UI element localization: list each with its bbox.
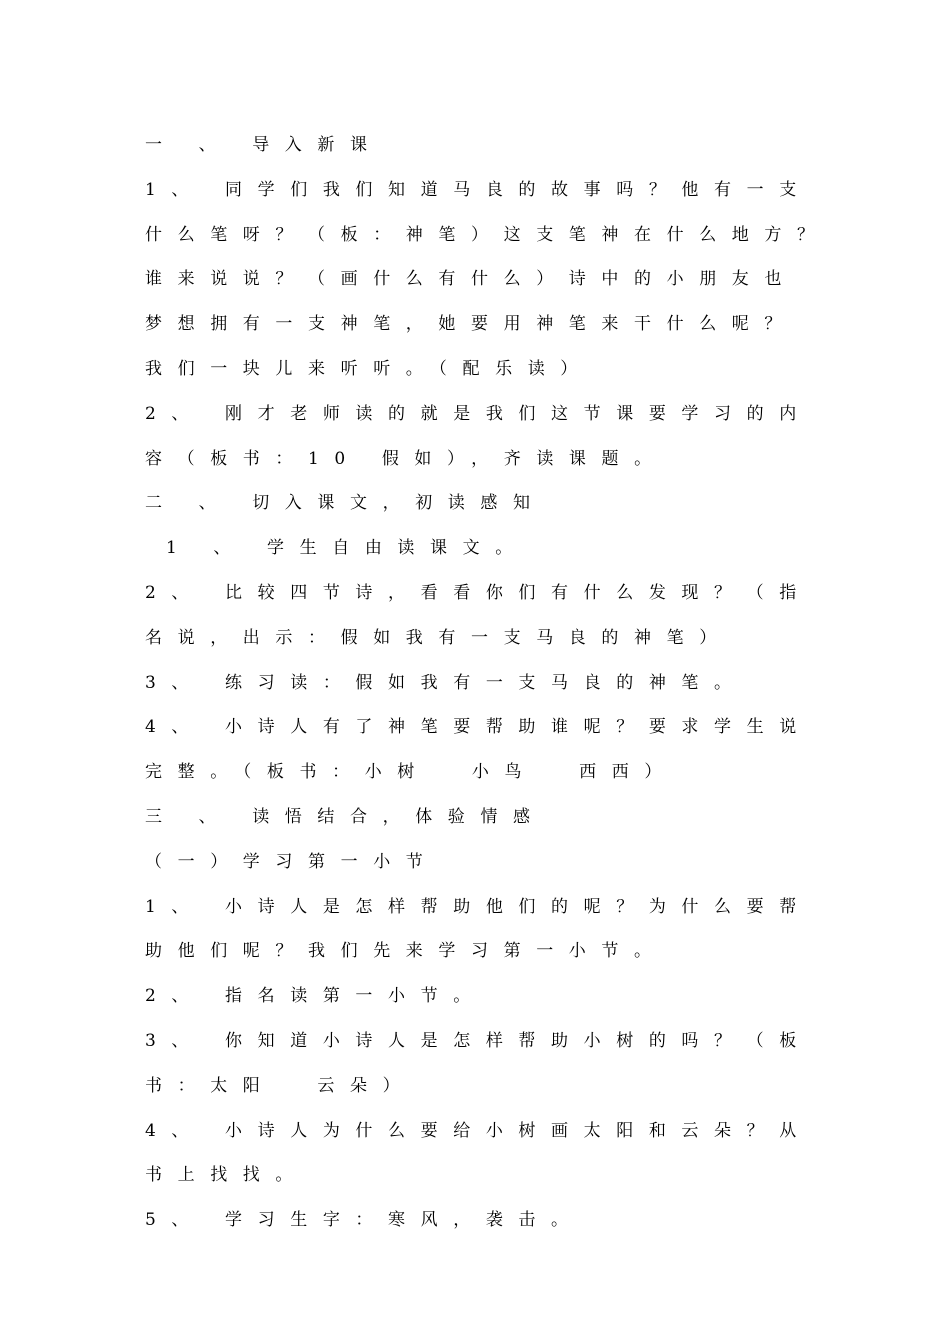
section-heading-3: 三 、 读悟结合，体验情感 [145,806,546,827]
section-heading-2: 二 、 切入课文，初读感知 [145,493,546,514]
paragraph-line: 1、 同学们我们知道马良的故事吗？他有一支 [145,179,812,200]
paragraph-line: 什么笔呀？（板：神笔）这支笔神在什么地方？ [145,224,830,245]
paragraph-line: 2、 刚才老师读的就是我们这节课要学习的内 [145,403,812,424]
paragraph-line: 助他们呢？我们先来学习第一小节。 [145,941,667,962]
paragraph-line: 书：太阳 云朵） [145,1075,416,1096]
subsection-heading: （一）学习第一小节 [145,851,439,872]
paragraph-line: 2、 指名读第一小节。 [145,986,486,1007]
paragraph-line: 梦想拥有一支神笔，她要用神笔来干什么呢？ [145,314,797,335]
paragraph-line: 谁来说说？（画什么有什么）诗中的小朋友也 [145,269,797,290]
paragraph-line: 1、 小诗人是怎样帮助他们的呢？为什么要帮 [145,896,812,917]
paragraph-line: 4、 小诗人有了神笔要帮助谁呢？要求学生说 [145,717,812,738]
paragraph-line: 5、 学习生字：寒风，袭击。 [145,1210,584,1231]
paragraph-line: 3、 你知道小诗人是怎样帮助小树的吗？（板 [145,1030,812,1051]
paragraph-line: 4、 小诗人为什么要给小树画太阳和云朵？从 [145,1120,812,1141]
paragraph-line: 1 、 学生自由读课文。 [145,538,528,559]
paragraph-line: 书上找找。 [145,1165,308,1186]
paragraph-line: 我们一块儿来听听。（配乐读） [145,358,593,379]
paragraph-line: 容（板书：10 假如），齐读课题。 [145,448,667,469]
paragraph-line: 3、 练习读：假如我有一支马良的神笔。 [145,672,747,693]
section-heading-1: 一 、 导入新课 [145,135,383,155]
paragraph-line: 2、 比较四节诗，看看你们有什么发现？（指 [145,582,812,603]
document-body [145,123,830,1243]
paragraph-line: 完整。（板书：小树 小鸟 西西） [145,762,677,783]
paragraph-line: 名说，出示：假如我有一支马良的神笔） [145,627,732,648]
